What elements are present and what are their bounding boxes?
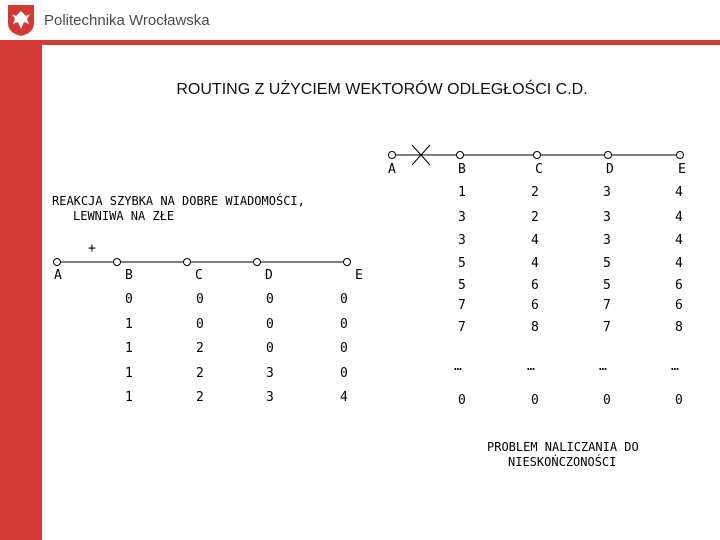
page-title: ROUTING Z UŻYCIEM WEKTORÓW ODLEGŁOŚCI C.D. [176,81,588,98]
right-table-cell: 4 [675,233,683,248]
right-network-node [457,152,464,159]
right-table-cell: 3 [458,233,466,248]
right-table-cell: 4 [675,256,683,271]
left-table-cell: 0 [266,292,274,307]
left-network-node [184,259,191,266]
right-table-cell: 4 [675,210,683,225]
left-table-cell: 3 [266,365,274,381]
right-table-cell: 5 [458,256,466,271]
university-name: Politechnika Wrocławska [44,12,210,29]
right-table-cell: … [671,359,679,374]
right-table-cell: 4 [531,233,539,248]
right-table-cell: 4 [675,185,683,200]
left-table-cell: 0 [125,292,133,307]
right-network-node [389,152,396,159]
right-table-cell: 0 [458,393,466,408]
right-table-cell: 2 [531,210,539,225]
right-table-cell: 3 [603,233,611,248]
left-network-node [254,259,261,266]
right-node-label: B [458,162,466,177]
right-table-cell: 7 [458,320,466,335]
left-caption-line2: LEWNIWA NA ZŁE [73,209,175,223]
right-caption-line1: PROBLEM NALICZANIA DO [487,440,639,454]
left-table-cell: 2 [196,390,204,405]
right-table-cell: … [527,359,535,374]
right-table-cell: 7 [603,320,611,335]
right-table-cell: 3 [458,210,466,225]
right-table-cell: … [599,359,607,374]
left-table-cell: 0 [266,316,274,332]
right-table-cell: 1 [458,185,466,200]
left-caption-line1: REAKCJA SZYBKA NA DOBRE WIADOMOŚCI, [52,194,305,208]
right-table-cell: 6 [675,298,683,313]
left-table-cell: 1 [125,316,133,332]
right-table-cell: 5 [603,278,611,293]
right-network-node [534,152,541,159]
left-node-label: B [125,268,133,283]
right-table-cell: 7 [603,298,611,313]
left-network-node [344,259,351,266]
right-table-cell: 5 [458,278,466,293]
right-table-cell: 7 [458,298,466,313]
right-network-node [605,152,612,159]
left-node-label: E [355,268,363,283]
left-table-cell: 0 [196,316,204,332]
left-network-node [114,259,121,266]
right-node-label: E [678,162,686,177]
left-network-node [54,259,61,266]
right-table-cell: 8 [531,320,539,335]
left-table-cell: 0 [340,365,348,381]
right-table-cell: 4 [531,256,539,271]
right-table-cell: 5 [603,256,611,271]
right-table-cell: 0 [675,393,683,408]
right-table-cell: 8 [675,320,683,335]
left-table-cell: 0 [340,316,348,332]
left-table-cell: 4 [340,390,348,405]
right-node-label: D [606,162,614,177]
left-table-cell: 0 [340,341,348,356]
left-table-cell: 1 [125,341,133,356]
right-table-cell: 6 [675,278,683,293]
right-caption-line2: NIESKOŃCZONOŚCI [508,455,617,469]
left-node-label: D [265,268,273,283]
left-table-cell: 0 [196,292,204,307]
right-node-label: A [388,162,396,177]
left-table-cell: 1 [125,390,133,405]
right-network-node [677,152,684,159]
right-table-cell: … [454,359,462,374]
left-table-cell: 0 [266,341,274,356]
right-table-cell: 3 [603,185,611,200]
right-table-cell: 6 [531,298,539,313]
right-table-cell: 6 [531,278,539,293]
left-node-label: A [54,268,62,283]
left-table-cell: 2 [196,341,204,356]
link-improved-marker: + [88,241,96,256]
right-table-cell: 2 [531,185,539,200]
left-node-label: C [195,268,203,283]
right-table-cell: 0 [531,393,539,408]
left-table-cell: 0 [340,292,348,307]
right-node-label: C [535,162,543,177]
left-table-cell: 1 [125,365,133,381]
right-table-cell: 0 [603,393,611,408]
left-table-cell: 2 [196,365,204,381]
left-table-cell: 3 [266,390,274,405]
right-table-cell: 3 [603,210,611,225]
